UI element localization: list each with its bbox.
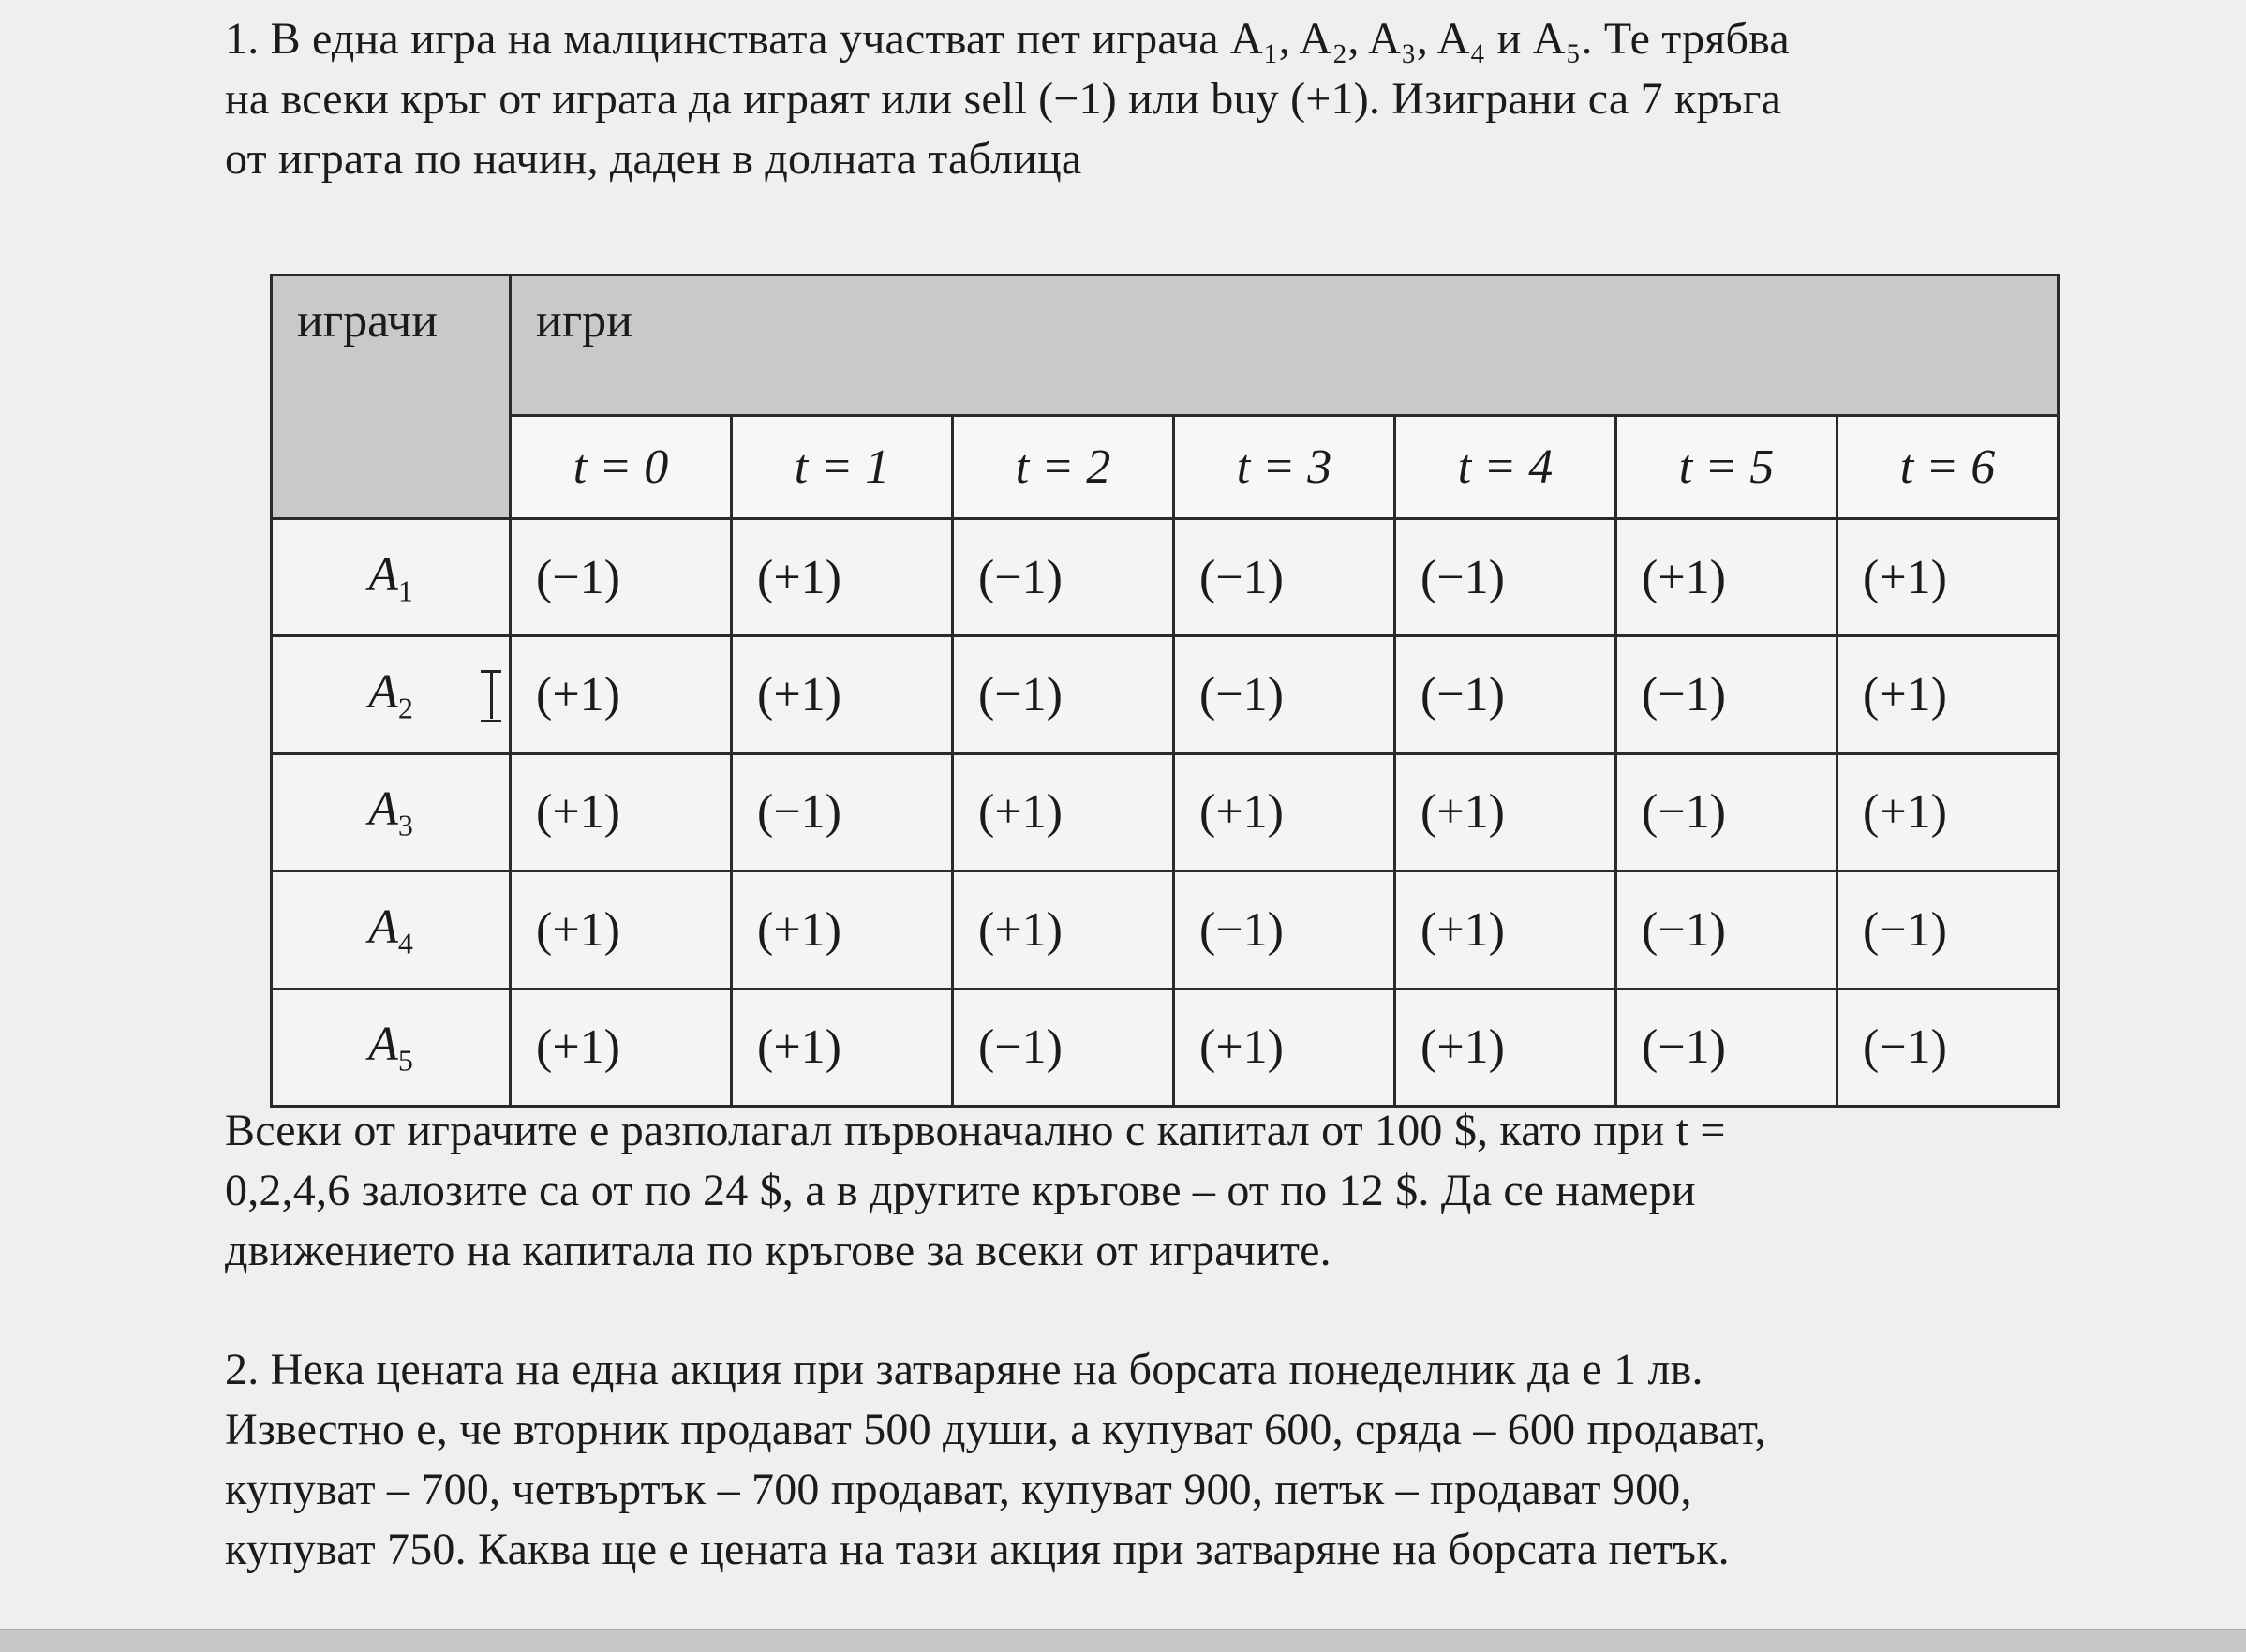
table-cell: (+1) — [511, 989, 732, 1106]
table-cell: (+1) — [1616, 519, 1837, 636]
table-cell: (−1) — [1174, 519, 1395, 636]
table-cell: (−1) — [1616, 871, 1837, 989]
table-cell: (+1) — [953, 871, 1174, 989]
table-cell: (+1) — [732, 989, 953, 1106]
followup-line: Всеки от играчите е разполагал първоначално с капитал от 100 $, като при t = — [225, 1106, 1726, 1155]
table-cell: (−1) — [953, 636, 1174, 753]
problem-2-text — [225, 1340, 2033, 1580]
column-header: t = 6 — [1837, 416, 2059, 519]
table-cell: (+1) — [1395, 871, 1616, 989]
column-header: t = 1 — [732, 416, 953, 519]
problem-2-line: купуват 750. Каква ще е цената на тази акция при затваряне на борсата петък. — [225, 1525, 1730, 1574]
problem-1-line: 1. В една игра на малцинствата участват пет играча A₁, A₂, A₃, A₄ и A₅. Те трябва — [225, 14, 1790, 64]
table-cell: (−1) — [511, 519, 732, 636]
problem-1-text — [225, 9, 2033, 189]
column-header: t = 4 — [1395, 416, 1616, 519]
column-header: t = 3 — [1174, 416, 1395, 519]
table-cell: (+1) — [953, 753, 1174, 871]
table-cell: (−1) — [953, 519, 1174, 636]
column-header: t = 2 — [953, 416, 1174, 519]
table-cell: (−1) — [1395, 636, 1616, 753]
games-header: игри — [511, 275, 2059, 416]
problem-2-line: Известно е, че вторник продават 500 души, а купуват 600, сряда – 600 продават, — [225, 1405, 1766, 1454]
table-cell: (+1) — [1174, 753, 1395, 871]
followup-line: движението на капитала по кръгове за всеки от играчите. — [225, 1226, 1331, 1275]
column-header: t = 0 — [511, 416, 732, 519]
table-cell: (−1) — [1837, 989, 2059, 1106]
table-cell: (+1) — [511, 753, 732, 871]
player-label: $A_4$ — [272, 871, 511, 989]
problem-2-line: 2. Нека цената на една акция при затваряне на борсата понеделник да е 1 лв. — [225, 1345, 1703, 1394]
player-label: $A_5$ — [272, 989, 511, 1106]
table-cell: (−1) — [732, 753, 953, 871]
table-cell: (+1) — [1395, 753, 1616, 871]
table-cell: (−1) — [1616, 989, 1837, 1106]
table-cell: (−1) — [1616, 636, 1837, 753]
game-table — [270, 274, 2060, 1108]
column-header: t = 5 — [1616, 416, 1837, 519]
table-row — [272, 636, 2059, 753]
table-cell: (+1) — [1837, 519, 2059, 636]
table-cell: (+1) — [1837, 636, 2059, 753]
table-row — [272, 519, 2059, 636]
table-cell: (+1) — [1837, 753, 2059, 871]
table-cell: (+1) — [511, 871, 732, 989]
player-label: $A_1$ — [272, 519, 511, 636]
table-cell: (+1) — [1174, 989, 1395, 1106]
table-cell: (−1) — [1837, 871, 2059, 989]
player-label: $A_2$ — [272, 636, 511, 753]
problem-1-line: от играта по начин, даден в долната таблица — [225, 134, 1082, 184]
table-cell: (−1) — [1616, 753, 1837, 871]
table-cell: (−1) — [1174, 871, 1395, 989]
table-row — [272, 871, 2059, 989]
table-cell: (+1) — [1395, 989, 1616, 1106]
table-row — [272, 989, 2059, 1106]
table-cell: (+1) — [732, 871, 953, 989]
table-cell: (+1) — [732, 636, 953, 753]
table-cell: (−1) — [1174, 636, 1395, 753]
player-label: $A_3$ — [272, 753, 511, 871]
table-cell: (−1) — [1395, 519, 1616, 636]
table-cell: (+1) — [732, 519, 953, 636]
table-cell: (−1) — [953, 989, 1174, 1106]
table-cell: (+1) — [511, 636, 732, 753]
problem-1-line: на всеки кръг от играта да играят или sell (−1) или buy (+1). Изиграни са 7 кръга — [225, 74, 1782, 124]
table-row — [272, 753, 2059, 871]
problem-1-followup-text — [225, 1101, 2033, 1281]
text-cursor-icon — [479, 668, 503, 722]
problem-2-line: купуват – 700, четвъртък – 700 продават, купуват 900, петък – продават 900, — [225, 1465, 1692, 1514]
players-header: играчи — [272, 275, 511, 519]
followup-line: 0,2,4,6 залозите са от по 24 $, а в другите кръгове – от по 12 $. Да се намери — [225, 1166, 1696, 1215]
screen-bottom-edge — [0, 1629, 2246, 1652]
